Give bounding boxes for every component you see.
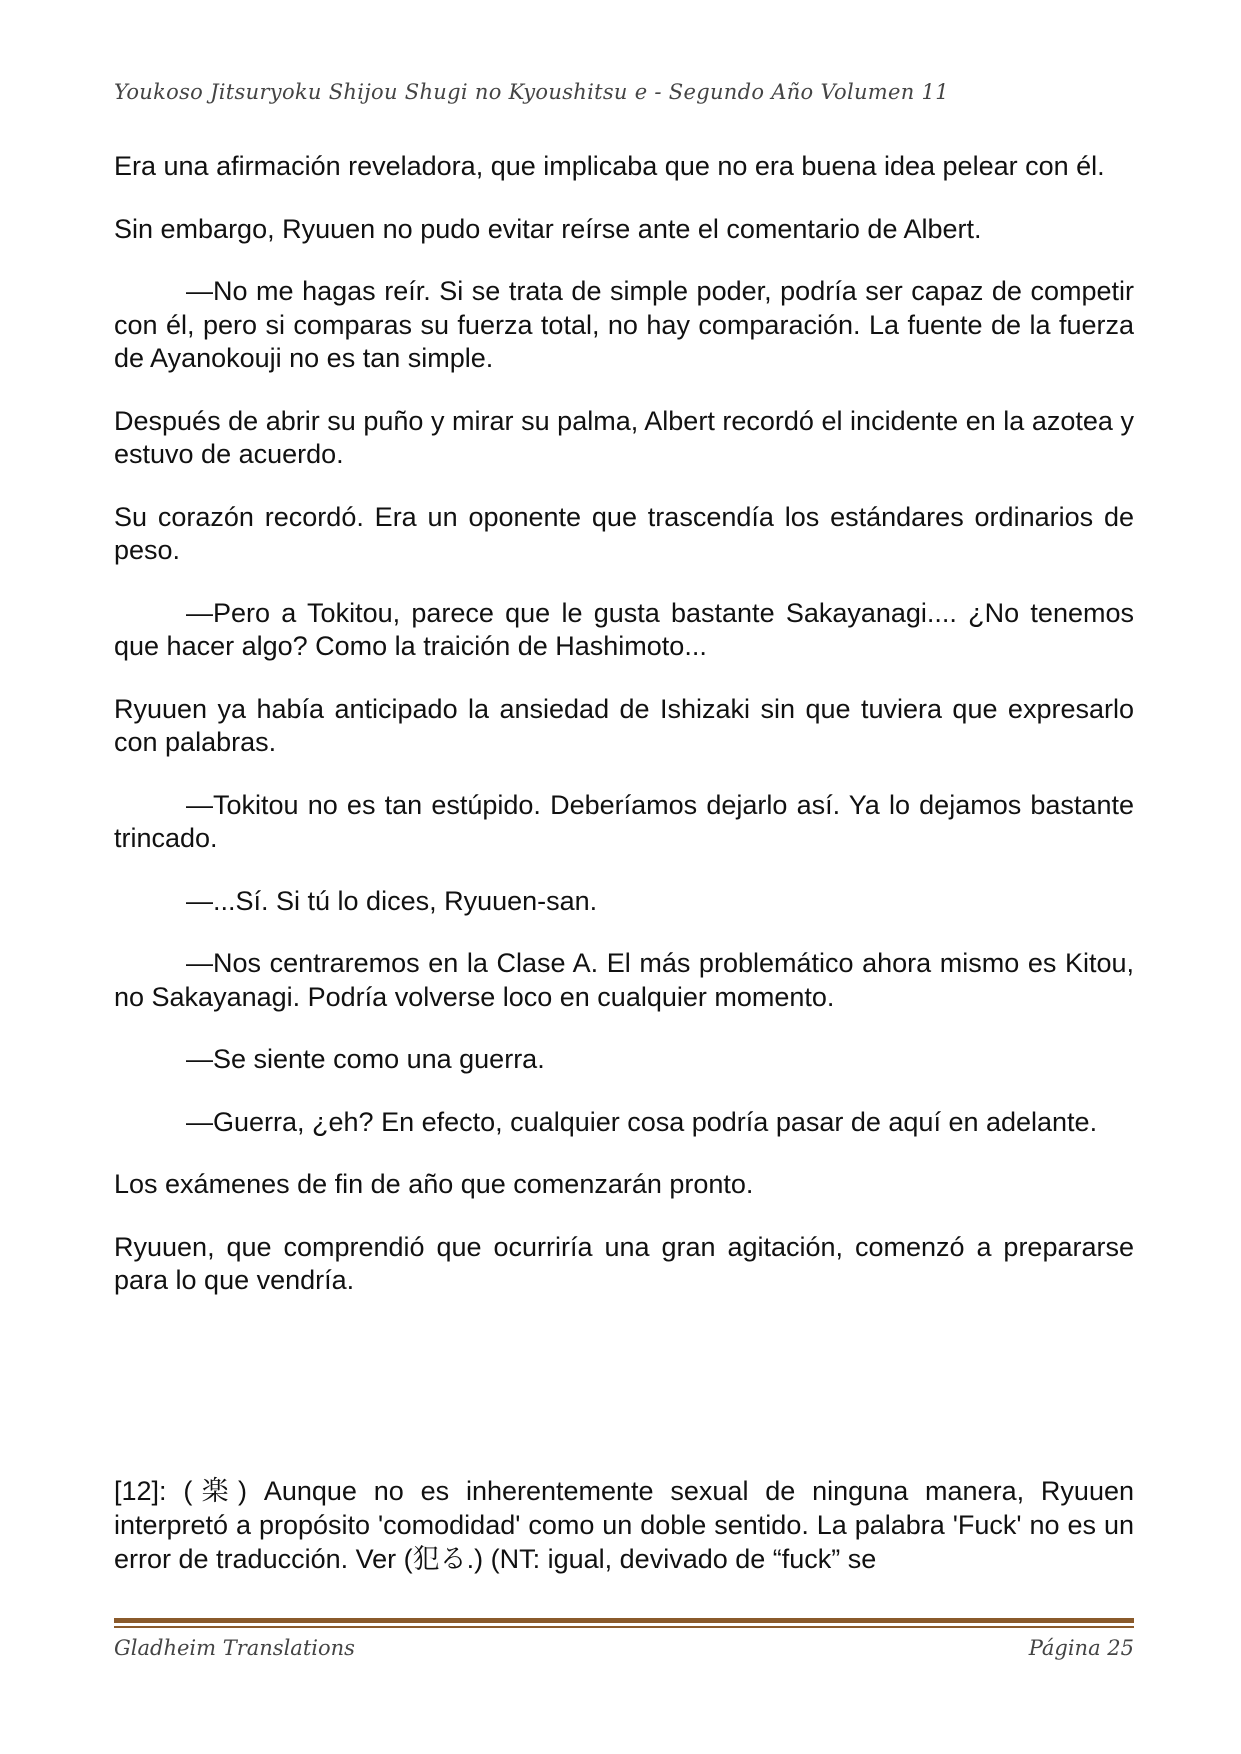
running-header: Youkoso Jitsuryoku Shijou Shugi no Kyoushitsu e - Segundo Año Volumen 11 [114, 80, 949, 104]
paragraph: Era una afirmación reveladora, que implicaba que no era buena idea pelear con él. [114, 151, 1105, 181]
dialogue-paragraph: —Guerra, ¿eh? En efecto, cualquier cosa podría pasar de aquí en adelante. [186, 1106, 1098, 1137]
paragraph: Los exámenes de fin de año que comenzarán pronto. [114, 1169, 754, 1199]
dialogue-paragraph: —No me hagas reír. Si se trata de simple poder, podría ser capaz de competir con él, pero si comparas su fuerza total, no hay comparación. La fuente de la fuerza de Ayanokouji no es tan simple. [114, 276, 1134, 373]
footer-rule-thin [114, 1626, 1134, 1628]
paragraph: Su corazón recordó. Era un oponente que trascendía los estándares ordinarios de peso. [114, 501, 1134, 565]
paragraph: Sin embargo, Ryuuen no pudo evitar reírse ante el comentario de Albert. [114, 213, 982, 244]
dialogue-paragraph: —...Sí. Si tú lo dices, Ryuuen-san. [186, 885, 598, 916]
footer-rule-thick [114, 1618, 1134, 1623]
footer-publisher: Gladheim Translations [114, 1636, 355, 1660]
page-number: Página 25 [1028, 1636, 1134, 1660]
paragraph: Ryuuen ya había anticipado la ansiedad de Ishizaki sin que tuviera que expresarlo con palabras. [114, 693, 1134, 757]
footnote: [12]: (楽) Aunque no es inherentemente sexual de ninguna manera, Ryuuen interpretó a propósito 'comodidad' como un doble sentido. La palabra 'Fuck' no es un error de traducción. Ver (犯る.) (NT: igual, devivado de “fuck” se [114, 1476, 1134, 1574]
dialogue-paragraph: —Se siente como una guerra. [186, 1044, 545, 1074]
paragraph: Después de abrir su puño y mirar su palma, Albert recordó el incidente en la azotea y estuvo de acuerdo. [114, 405, 1134, 469]
dialogue-paragraph: —Tokitou no es tan estúpido. Deberíamos dejarlo así. Ya lo dejamos bastante trincado. [114, 789, 1134, 853]
dialogue-paragraph: —Pero a Tokitou, parece que le gusta bastante Sakayanagi.... ¿No tenemos que hacer algo? Como la traición de Hashimoto... [114, 597, 1134, 661]
paragraph: Ryuuen, que comprendió que ocurriría una gran agitación, comenzó a prepararse para lo que vendría. [114, 1231, 1134, 1295]
dialogue-paragraph: —Nos centraremos en la Clase A. El más problemático ahora mismo es Kitou, no Sakayanagi. Podría volverse loco en cualquier momento. [114, 948, 1134, 1012]
body-text [114, 150, 1134, 1327]
